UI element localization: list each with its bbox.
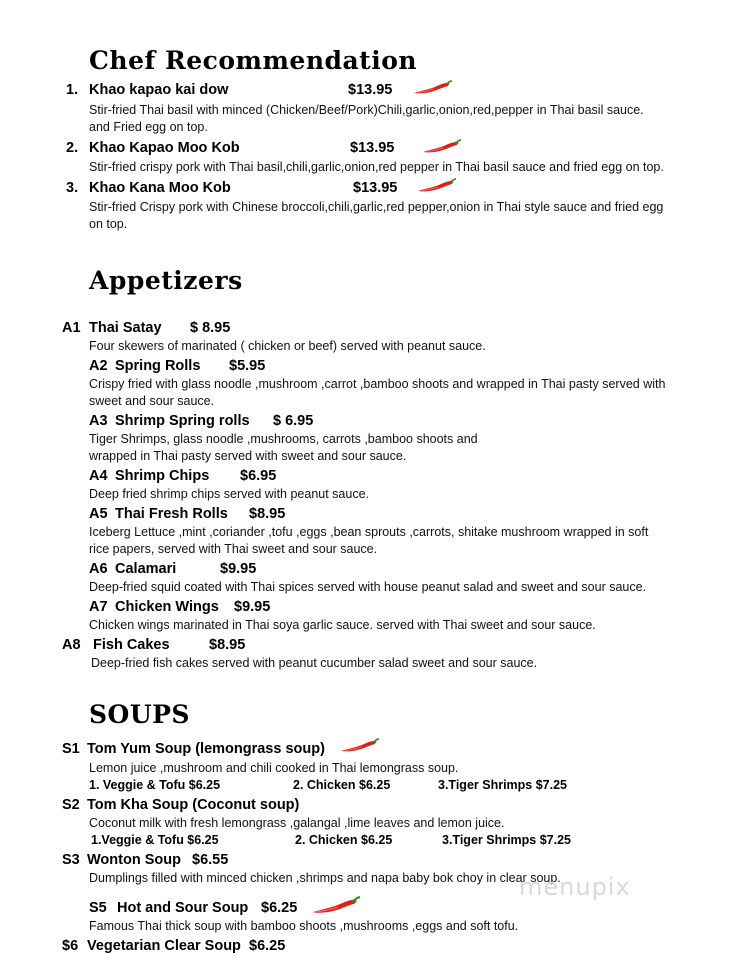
item-code: A4 [89, 468, 108, 484]
soup-option: 3.Tiger Shrimps $7.25 [438, 778, 567, 792]
item-price: $13.95 [353, 180, 398, 196]
item-price: $13.95 [350, 140, 395, 156]
item-name: Tom Yum Soup (lemongrass soup) [87, 741, 325, 757]
item-name: Spring Rolls [115, 358, 201, 374]
item-name: Shrimp Spring rolls [115, 413, 250, 429]
item-description: Lemon juice ,mushroom and chili cooked in Thai lemongrass soup. [89, 761, 459, 775]
soup-option: 1.Veggie & Tofu $6.25 [91, 833, 219, 847]
item-price: $9.95 [234, 599, 271, 615]
item-price: $6.25 [249, 938, 286, 954]
soups-section-title: SOUPS [89, 700, 190, 729]
item-number: 3. [66, 180, 79, 196]
item-price: $8.95 [209, 637, 246, 653]
chef-section-title: Chef Recommendation [89, 46, 418, 75]
item-code: A2 [89, 358, 108, 374]
item-description-cont: rice papers, served with Thai sweet and sour sauce. [89, 542, 378, 556]
item-price: $ 8.95 [190, 320, 231, 336]
item-description: Deep fried shrimp chips served with peanut sauce. [89, 487, 370, 501]
appetizers-section-title: Appetizers [89, 266, 243, 295]
item-description: Tiger Shrimps, glass noodle ,mushrooms, carrots ,bamboo shoots and [89, 432, 478, 446]
item-price: $6.55 [192, 852, 229, 868]
item-description: Stir-fried crispy pork with Thai basil,chili,garlic,onion,red pepper in Thai basil sauce and fried egg on top. [89, 160, 664, 174]
item-description: Stir-fried Crispy pork with Chinese broccoli,chili,garlic,red pepper,onion in Thai style sauce and fried egg [89, 200, 664, 214]
item-price: $13.95 [348, 82, 393, 98]
item-number: 1. [66, 82, 79, 98]
item-name: Khao kapao kai dow [89, 82, 229, 98]
item-description: Iceberg Lettuce ,mint ,coriander ,tofu ,eggs ,bean sprouts ,carrots, shitake mushroom wrapped in soft [89, 525, 649, 539]
item-description-cont: wrapped in Thai pasty served with sweet and sour sauce. [89, 449, 407, 463]
item-code: S1 [62, 741, 80, 757]
item-price: $9.95 [220, 561, 257, 577]
item-price: $5.95 [229, 358, 266, 374]
item-name: Thai Fresh Rolls [115, 506, 228, 522]
soup-option: 2. Chicken $6.25 [293, 778, 391, 792]
soup-option: 2. Chicken $6.25 [295, 833, 393, 847]
soup-option: 1. Veggie & Tofu $6.25 [89, 778, 221, 792]
chili-pepper-icon [412, 80, 452, 96]
item-code: A6 [89, 561, 108, 577]
item-description-cont: and Fried egg on top. [89, 120, 208, 134]
item-price: $ 6.95 [273, 413, 314, 429]
soup-option: 3.Tiger Shrimps $7.25 [442, 833, 571, 847]
item-code: S3 [62, 852, 80, 868]
item-name: Fish Cakes [93, 637, 170, 653]
item-description-cont: on top. [89, 217, 128, 231]
item-description: Crispy fried with glass noodle ,mushroom ,carrot ,bamboo shoots and wrapped in Thai pasty served with [89, 377, 666, 391]
chili-pepper-icon [339, 738, 379, 754]
item-name: Calamari [115, 561, 177, 577]
item-name: Vegetarian Clear Soup [87, 938, 241, 954]
item-code: A1 [62, 320, 81, 336]
chili-pepper-icon [416, 178, 456, 194]
item-name: Shrimp Chips [115, 468, 210, 484]
item-price: $8.95 [249, 506, 286, 522]
item-description: Famous Thai thick soup with bamboo shoots ,mushrooms ,eggs and soft tofu. [89, 919, 519, 933]
item-description-cont: sweet and sour sauce. [89, 394, 215, 408]
item-description: Chicken wings marinated in Thai soya garlic sauce. served with Thai sweet and sour sauce. [89, 618, 596, 632]
item-name: Tom Kha Soup (Coconut soup) [87, 797, 300, 813]
item-code: S5 [89, 900, 107, 916]
chili-pepper-icon [421, 139, 461, 155]
item-name: Wonton Soup [87, 852, 181, 868]
item-code: A5 [89, 506, 108, 522]
item-description: Dumplings filled with minced chicken ,shrimps and napa baby bok choy in clear soup. [89, 871, 561, 885]
item-price: $6.95 [240, 468, 277, 484]
item-name: Thai Satay [89, 320, 162, 336]
item-description: Stir-fried Thai basil with minced (Chicken/Beef/Pork)Chili,garlic,onion,red,pepper in Thai basil sauce. [89, 103, 644, 117]
item-description: Coconut milk with fresh lemongrass ,galangal ,lime leaves and lemon juice. [89, 816, 505, 830]
item-description: Four skewers of marinated ( chicken or beef) served with peanut sauce. [89, 339, 486, 353]
watermark: menupix [519, 873, 631, 901]
item-name: Khao Kapao Moo Kob [89, 140, 240, 156]
item-number: 2. [66, 140, 79, 156]
item-code: A8 [62, 637, 81, 653]
item-name: Hot and Sour Soup [117, 900, 249, 916]
item-name: Chicken Wings [115, 599, 219, 615]
item-code: A3 [89, 413, 108, 429]
item-description: Deep-fried squid coated with Thai spices served with house peanut salad and sweet and sour sauce. [89, 580, 647, 594]
item-price: $6.25 [261, 900, 298, 916]
item-name: Khao Kana Moo Kob [89, 180, 231, 196]
item-code: A7 [89, 599, 108, 615]
item-code: $6 [62, 938, 79, 954]
chili-pepper-icon [307, 896, 363, 916]
item-description: Deep-fried fish cakes served with peanut cucumber salad sweet and sour sauce. [91, 656, 538, 670]
item-code: S2 [62, 797, 80, 813]
